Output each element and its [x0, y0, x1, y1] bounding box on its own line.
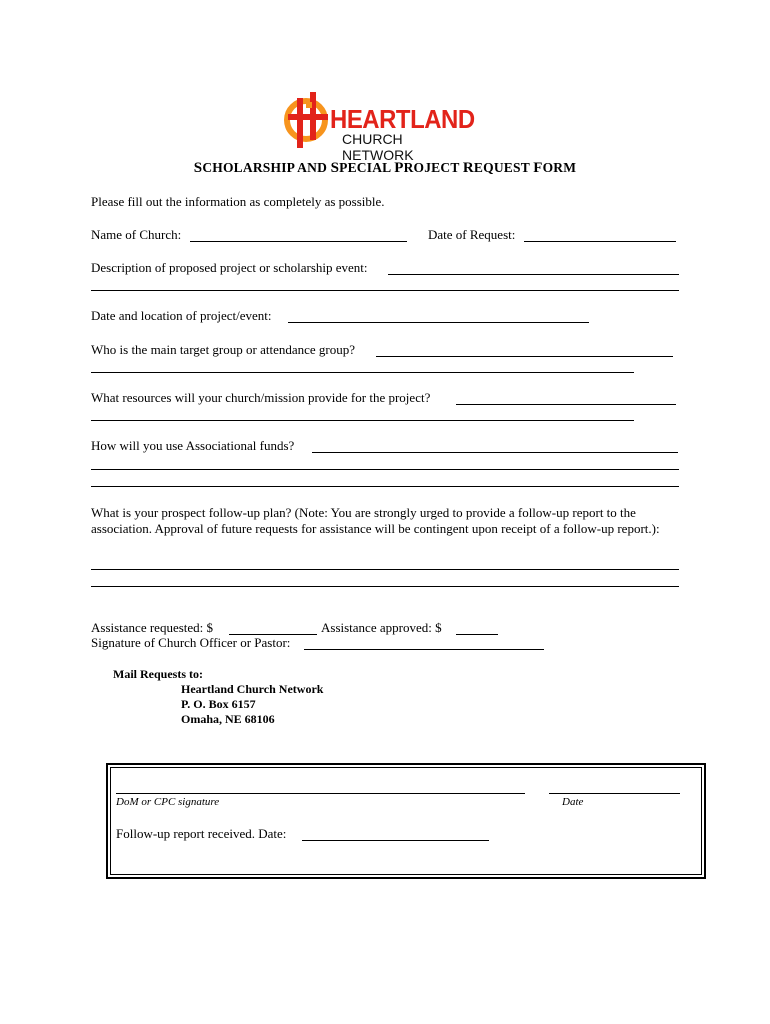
followup-plan-text: What is your prospect follow-up plan? (Note: You are strongly urged to provide a follow-up report to the association. Approval of future requests for assistance will be contingent upon receipt of a follow-up report.): — [91, 505, 660, 536]
funds-label: How will you use Associational funds? — [91, 438, 295, 453]
description-field-1[interactable] — [388, 274, 679, 275]
followup-plan-field-2[interactable] — [91, 586, 679, 587]
followup-received-label: Follow-up report received. Date: — [116, 826, 287, 841]
office-use-box — [106, 763, 706, 879]
resources-field-1[interactable] — [456, 404, 676, 405]
intro-text: Please fill out the information as completely as possible. — [91, 194, 385, 209]
signature-label: Signature of Church Officer or Pastor: — [91, 635, 291, 650]
heartland-logo — [282, 92, 475, 163]
form-title: SCHOLARSHIP AND SPECIAL PROJECT REQUEST FORM — [193, 160, 577, 176]
mail-heading: Mail Requests to: — [113, 667, 203, 681]
date-of-request-label: Date of Request: — [428, 227, 516, 242]
church-name-field[interactable] — [190, 241, 407, 242]
date-location-label: Date and location of project/event: — [91, 308, 272, 323]
assistance-approved-label: Assistance approved: $ — [321, 620, 442, 635]
assistance-approved-field[interactable] — [456, 634, 498, 635]
resources-label: What resources will your church/mission provide for the project? — [91, 390, 431, 405]
dom-date-label: Date — [562, 796, 584, 808]
funds-field-1[interactable] — [312, 452, 678, 453]
logo-church-network-text: CHURCH NETWORK — [342, 131, 414, 163]
mail-po-box: P. O. Box 6157 — [181, 697, 256, 711]
logo-heartland-text: HEARTLAND — [330, 104, 475, 134]
resources-field-2[interactable] — [91, 420, 634, 421]
followup-plan-field-1[interactable] — [91, 569, 679, 570]
office-use-box-inner — [110, 767, 702, 875]
target-group-label: Who is the main target group or attendance group? — [91, 342, 356, 357]
date-location-field[interactable] — [288, 322, 589, 323]
mail-name: Heartland Church Network — [181, 682, 324, 696]
target-group-field-1[interactable] — [376, 356, 673, 357]
funds-field-3[interactable] — [91, 486, 679, 487]
description-field-2[interactable] — [91, 290, 679, 291]
date-of-request-field[interactable] — [524, 241, 676, 242]
signature-field[interactable] — [304, 649, 544, 650]
dom-signature-label: DoM or CPC signature — [116, 796, 220, 808]
description-label: Description of proposed project or scholarship event: — [91, 260, 368, 275]
assistance-requested-label: Assistance requested: $ — [91, 620, 214, 635]
mail-city: Omaha, NE 68106 — [181, 712, 275, 726]
dom-signature-field[interactable] — [116, 793, 525, 794]
followup-received-date-field[interactable] — [302, 840, 489, 841]
funds-field-2[interactable] — [91, 469, 679, 470]
church-name-label: Name of Church: — [91, 227, 182, 242]
target-group-field-2[interactable] — [91, 372, 634, 373]
dom-date-field[interactable] — [549, 793, 680, 794]
